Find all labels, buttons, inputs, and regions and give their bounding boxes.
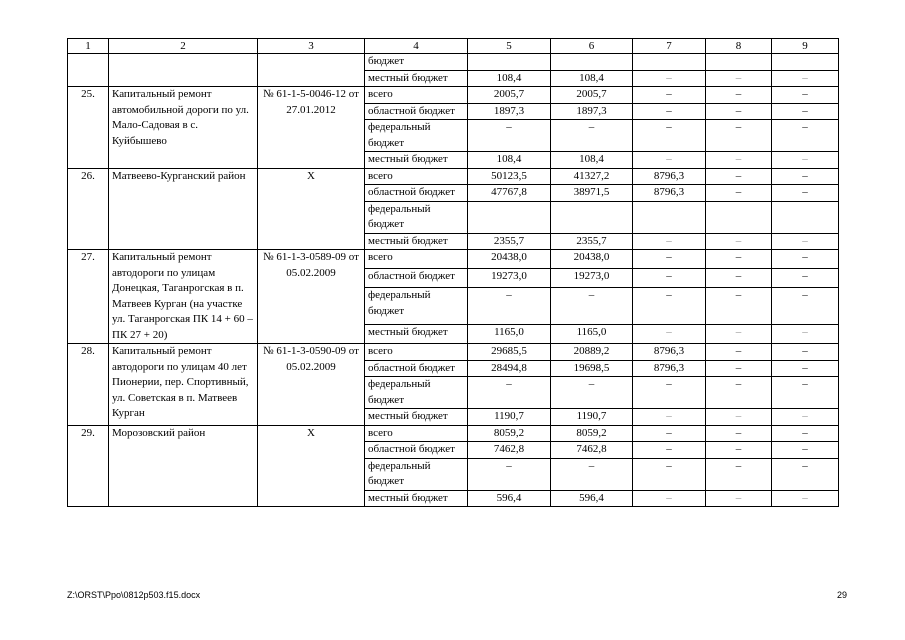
value-cell-8: – — [706, 120, 772, 152]
table-row — [68, 168, 839, 185]
value-cell-6: – — [551, 120, 633, 152]
funding-source-label: местный бюджет — [365, 152, 468, 169]
cont-local-c8: – — [706, 70, 772, 87]
footer-page-number: 29 — [836, 590, 847, 600]
value-cell-7 — [633, 201, 706, 233]
value-cell-9: – — [772, 344, 839, 361]
value-cell-9: – — [772, 103, 839, 120]
value-cell-8: – — [706, 344, 772, 361]
funding-source-label: областной бюджет — [365, 269, 468, 288]
object-name: Капитальный ремонт автодороги по улицам Донецкая, Таганрогская в п. Матвеев Курган (на участке ул. Таганрогская ПК 14 + 60 – ПК 27 + 20) — [109, 250, 258, 344]
value-cell-8: – — [706, 425, 772, 442]
table-row — [68, 344, 839, 361]
value-cell-5: 47767,8 — [468, 185, 551, 202]
document-reference: X — [258, 168, 365, 250]
value-cell-8: – — [706, 250, 772, 269]
cont-local-label: местный бюджет — [365, 70, 468, 87]
value-cell-7: 8796,3 — [633, 360, 706, 377]
value-cell-7: 8796,3 — [633, 185, 706, 202]
value-cell-9: – — [772, 185, 839, 202]
col-header-8: 8 — [706, 39, 772, 54]
value-cell-7: – — [633, 409, 706, 426]
value-cell-7: – — [633, 377, 706, 409]
value-cell-5: 1165,0 — [468, 324, 551, 343]
funding-source-label: всего — [365, 425, 468, 442]
value-cell-5: 596,4 — [468, 490, 551, 507]
value-cell-6: 1897,3 — [551, 103, 633, 120]
document-reference: № 61-1-3-0590-09 от 05.02.2009 — [258, 344, 365, 426]
value-cell-5: – — [468, 377, 551, 409]
funding-source-label: областной бюджет — [365, 103, 468, 120]
value-cell-6: 41327,2 — [551, 168, 633, 185]
cont-cell-9 — [772, 54, 839, 71]
value-cell-6: 19273,0 — [551, 269, 633, 288]
row-number: 29. — [68, 425, 109, 507]
value-cell-8 — [706, 201, 772, 233]
cont-cell-5 — [468, 54, 551, 71]
value-cell-6: 2005,7 — [551, 87, 633, 104]
value-cell-8: – — [706, 269, 772, 288]
value-cell-7: – — [633, 120, 706, 152]
value-cell-9: – — [772, 87, 839, 104]
object-name: Матвеево-Курганский район — [109, 168, 258, 250]
col-header-5: 5 — [468, 39, 551, 54]
value-cell-7: – — [633, 152, 706, 169]
value-cell-9: – — [772, 442, 839, 459]
value-cell-9: – — [772, 250, 839, 269]
column-number-row — [68, 39, 839, 54]
value-cell-6: 8059,2 — [551, 425, 633, 442]
value-cell-8: – — [706, 103, 772, 120]
col-header-1: 1 — [68, 39, 109, 54]
value-cell-9: – — [772, 458, 839, 490]
value-cell-5: 20438,0 — [468, 250, 551, 269]
cont-cell-8 — [706, 54, 772, 71]
value-cell-8: – — [706, 324, 772, 343]
funding-source-label: местный бюджет — [365, 409, 468, 426]
funding-source-label: областной бюджет — [365, 442, 468, 459]
cont-cell-7 — [633, 54, 706, 71]
value-cell-7: 8796,3 — [633, 344, 706, 361]
funding-source-label: областной бюджет — [365, 185, 468, 202]
funding-source-label: местный бюджет — [365, 324, 468, 343]
value-cell-9: – — [772, 490, 839, 507]
col-header-2: 2 — [109, 39, 258, 54]
value-cell-5: 2355,7 — [468, 233, 551, 250]
value-cell-9: – — [772, 120, 839, 152]
value-cell-5: 108,4 — [468, 152, 551, 169]
funding-source-label: всего — [365, 168, 468, 185]
value-cell-6: 2355,7 — [551, 233, 633, 250]
cont-local-c5: 108,4 — [468, 70, 551, 87]
value-cell-7: – — [633, 324, 706, 343]
budget-table — [67, 38, 839, 507]
row-number: 27. — [68, 250, 109, 344]
funding-source-label: федеральный бюджет — [365, 458, 468, 490]
value-cell-7: – — [633, 87, 706, 104]
row-number: 28. — [68, 344, 109, 426]
value-cell-6: – — [551, 288, 633, 325]
table-row — [68, 425, 839, 442]
footer-file-path: Z:\ORST\Ppo\0812p503.f15.docx — [67, 590, 201, 600]
value-cell-6: 38971,5 — [551, 185, 633, 202]
cont-cell-1 — [68, 54, 109, 87]
value-cell-8: – — [706, 168, 772, 185]
value-cell-6: – — [551, 377, 633, 409]
value-cell-9: – — [772, 425, 839, 442]
value-cell-9: – — [772, 409, 839, 426]
value-cell-8: – — [706, 87, 772, 104]
value-cell-8: – — [706, 152, 772, 169]
cont-local-c9: – — [772, 70, 839, 87]
funding-source-label: всего — [365, 87, 468, 104]
document-reference: X — [258, 425, 365, 507]
col-header-7: 7 — [633, 39, 706, 54]
value-cell-7: – — [633, 442, 706, 459]
value-cell-7: 8796,3 — [633, 168, 706, 185]
value-cell-8: – — [706, 458, 772, 490]
value-cell-6: – — [551, 458, 633, 490]
value-cell-6: 20438,0 — [551, 250, 633, 269]
value-cell-6: 108,4 — [551, 152, 633, 169]
funding-source-label: местный бюджет — [365, 233, 468, 250]
value-cell-9 — [772, 201, 839, 233]
funding-source-label: федеральный бюджет — [365, 377, 468, 409]
value-cell-8: – — [706, 442, 772, 459]
col-header-6: 6 — [551, 39, 633, 54]
funding-source-label: федеральный бюджет — [365, 288, 468, 325]
value-cell-9: – — [772, 324, 839, 343]
value-cell-9: – — [772, 288, 839, 325]
value-cell-5: 19273,0 — [468, 269, 551, 288]
document-reference: № 61-1-3-0589-09 от 05.02.2009 — [258, 250, 365, 344]
value-cell-6: 7462,8 — [551, 442, 633, 459]
object-name: Капитальный ремонт автодороги по улицам 40 лет Пионерии, пер. Спортивный, ул. Советская в п. Матвеев Курган — [109, 344, 258, 426]
value-cell-5: 28494,8 — [468, 360, 551, 377]
document-reference: № 61-1-5-0046-12 от 27.01.2012 — [258, 87, 365, 169]
value-cell-5: 1190,7 — [468, 409, 551, 426]
cont-local-c6: 108,4 — [551, 70, 633, 87]
value-cell-5: 1897,3 — [468, 103, 551, 120]
funding-source-label: всего — [365, 250, 468, 269]
value-cell-8: – — [706, 288, 772, 325]
value-cell-9: – — [772, 377, 839, 409]
value-cell-8: – — [706, 490, 772, 507]
funding-source-label: федеральный бюджет — [365, 201, 468, 233]
value-cell-7: – — [633, 490, 706, 507]
value-cell-8: – — [706, 360, 772, 377]
value-cell-9: – — [772, 360, 839, 377]
cont-cell-6 — [551, 54, 633, 71]
value-cell-5: 8059,2 — [468, 425, 551, 442]
value-cell-5: 2005,7 — [468, 87, 551, 104]
row-number: 26. — [68, 168, 109, 250]
table-row — [68, 87, 839, 104]
value-cell-7: – — [633, 458, 706, 490]
table-row — [68, 250, 839, 269]
value-cell-6: 19698,5 — [551, 360, 633, 377]
funding-source-label: местный бюджет — [365, 490, 468, 507]
continuation-row — [68, 54, 839, 71]
object-name: Капитальный ремонт автомобильной дороги по ул. Мало-Садовая в с. Куйбышево — [109, 87, 258, 169]
value-cell-9: – — [772, 233, 839, 250]
col-header-3: 3 — [258, 39, 365, 54]
funding-source-label: областной бюджет — [365, 360, 468, 377]
object-name: Морозовский район — [109, 425, 258, 507]
cont-cell-3 — [258, 54, 365, 87]
value-cell-5: 7462,8 — [468, 442, 551, 459]
value-cell-6: 1165,0 — [551, 324, 633, 343]
row-number: 25. — [68, 87, 109, 169]
value-cell-8: – — [706, 409, 772, 426]
funding-source-label: федеральный бюджет — [365, 120, 468, 152]
value-cell-9: – — [772, 269, 839, 288]
value-cell-6: 1190,7 — [551, 409, 633, 426]
value-cell-8: – — [706, 233, 772, 250]
value-cell-5: 50123,5 — [468, 168, 551, 185]
col-header-4: 4 — [365, 39, 468, 54]
value-cell-7: – — [633, 250, 706, 269]
cont-local-c7: – — [633, 70, 706, 87]
value-cell-6: 20889,2 — [551, 344, 633, 361]
value-cell-5: – — [468, 458, 551, 490]
value-cell-7: – — [633, 425, 706, 442]
value-cell-9: – — [772, 168, 839, 185]
value-cell-7: – — [633, 269, 706, 288]
value-cell-6 — [551, 201, 633, 233]
value-cell-7: – — [633, 288, 706, 325]
value-cell-5 — [468, 201, 551, 233]
value-cell-8: – — [706, 185, 772, 202]
value-cell-9: – — [772, 152, 839, 169]
cont-label: бюджет — [365, 54, 468, 71]
cont-cell-2 — [109, 54, 258, 87]
value-cell-5: – — [468, 120, 551, 152]
value-cell-7: – — [633, 233, 706, 250]
value-cell-6: 596,4 — [551, 490, 633, 507]
col-header-9: 9 — [772, 39, 839, 54]
value-cell-5: – — [468, 288, 551, 325]
funding-source-label: всего — [365, 344, 468, 361]
value-cell-5: 29685,5 — [468, 344, 551, 361]
value-cell-8: – — [706, 377, 772, 409]
value-cell-7: – — [633, 103, 706, 120]
